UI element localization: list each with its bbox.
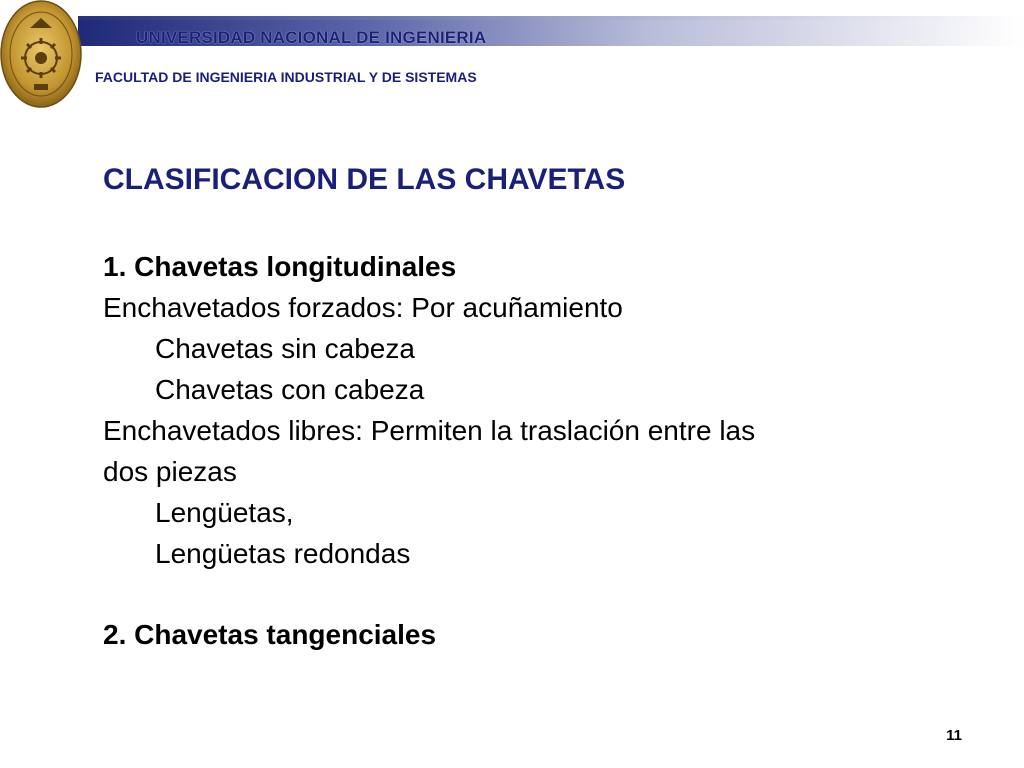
free-keys-line: Enchavetados libres: Permiten la traslación entre las <box>103 415 756 446</box>
university-name: UNIVERSIDAD NACIONAL DE INGENIERIA <box>136 28 487 47</box>
forced-item: Chavetas con cabeza <box>155 374 425 405</box>
section-2-heading: 2. Chavetas tangenciales <box>103 619 437 650</box>
slide-content <box>103 158 983 655</box>
free-keys-line-cont: dos piezas <box>103 456 237 487</box>
header-band-highlight <box>78 16 1024 20</box>
forced-keys-line: Enchavetados forzados: Por acuñamiento <box>103 292 623 323</box>
spacer <box>103 574 983 614</box>
slide-title: CLASIFICACION DE LAS CHAVETAS <box>103 163 626 196</box>
free-item: Lengüetas redondas <box>155 538 411 569</box>
page-number: 11 <box>946 727 962 744</box>
forced-item: Chavetas sin cabeza <box>155 333 415 364</box>
faculty-name: FACULTAD DE INGENIERIA INDUSTRIAL Y DE SISTEMAS <box>95 69 477 85</box>
free-item: Lengüetas, <box>155 497 294 528</box>
spacer <box>103 202 983 246</box>
university-seal-icon <box>0 0 82 112</box>
section-1-heading: 1. Chavetas longitudinales <box>103 251 457 282</box>
